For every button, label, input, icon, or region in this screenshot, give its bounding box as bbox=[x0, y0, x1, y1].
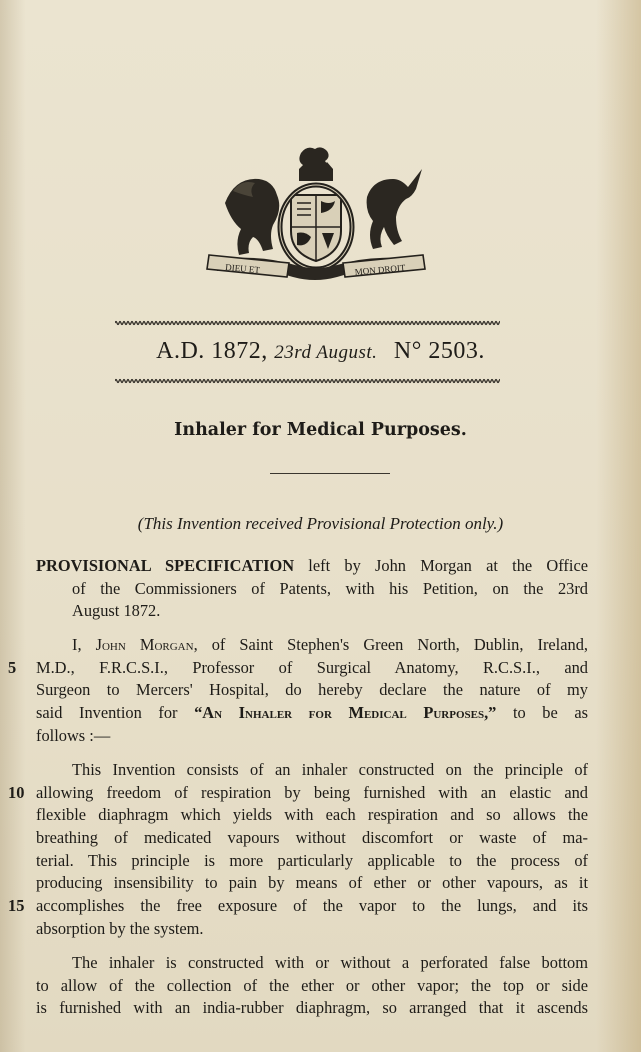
filing-date: 23rd August. bbox=[274, 342, 378, 363]
paragraph-description bbox=[8, 759, 588, 941]
text-line: I, John Morgan, of Saint Stephen's Green North, Dublin, Ireland, bbox=[72, 635, 589, 654]
text-line: 15 accomplishes the free exposure of the vapor to the lungs, and its bbox=[36, 895, 588, 918]
text-line: of the Commissioners of Patents, with his Petition, on the 23rd bbox=[72, 578, 588, 598]
text-line: to allow of the collection of the ether or other vapor; the top or side bbox=[36, 975, 588, 995]
text-line: breathing of medicated vapours without discomfort or waste of ma- bbox=[36, 828, 588, 848]
ad-label: A.D. bbox=[156, 338, 205, 364]
text-line: producing insensibility to pain by means of ether or other vapours, as it bbox=[36, 873, 588, 893]
invention-title: “An Inhaler for Medical Purposes,” bbox=[194, 703, 497, 723]
paragraph-construction bbox=[36, 952, 588, 1020]
text-line: Surgeon to Mercers' Hospital, do hereby declare the nature of my bbox=[36, 680, 588, 700]
text-line: follows :— bbox=[36, 725, 111, 745]
text-line: said Invention for “An Inhaler for Medical Purposes,” to be as bbox=[36, 703, 589, 723]
line-number: 5 bbox=[8, 657, 17, 677]
motto-right: MON DROIT bbox=[354, 262, 406, 277]
wavy-rule-bottom bbox=[115, 378, 500, 384]
text-line: is furnished with an india-rubber diaphragm, so arranged that it ascends bbox=[36, 998, 588, 1018]
line-number: 15 bbox=[8, 896, 25, 916]
text-line: 5 M.D., F.R.C.S.I., Professor of Surgical Anatomy, R.C.S.I., and bbox=[36, 657, 588, 680]
number-label: N° bbox=[393, 338, 422, 364]
royal-coat-of-arms-icon bbox=[203, 143, 428, 283]
patent-header bbox=[0, 338, 641, 365]
specification-intro bbox=[36, 555, 588, 623]
protection-notice: (This Invention received Provisional Protection only.) bbox=[137, 514, 504, 533]
text-line: The inhaler is constructed with or without a perforated false bottom bbox=[72, 953, 588, 972]
divider bbox=[270, 473, 390, 474]
text-line: 10 allowing freedom of respiration by being furnished with an elastic and bbox=[36, 782, 588, 805]
wavy-rule-top bbox=[115, 320, 500, 326]
text-line: August 1872. bbox=[72, 601, 161, 621]
text-line: terial. This principle is more particularly applicable to the process of bbox=[36, 850, 588, 870]
motto-left: DIEU ET bbox=[224, 262, 261, 276]
line-number: 10 bbox=[8, 782, 25, 802]
text-line: This Invention consists of an inhaler constructed on the principle of bbox=[72, 760, 588, 779]
year: 1872, bbox=[211, 338, 268, 364]
paragraph-declaration bbox=[8, 634, 589, 747]
text-line: absorption by the system. bbox=[36, 918, 204, 938]
text-line: flexible diaphragm which yields with each respiration and so allows the bbox=[36, 805, 588, 825]
patent-number: 2503. bbox=[428, 338, 485, 364]
inventor-name: John Morgan bbox=[95, 635, 194, 654]
spec-heading: PROVISIONAL SPECIFICATION bbox=[36, 556, 295, 575]
patent-title: Inhaler for Medical Purposes. bbox=[174, 420, 467, 440]
text-line: PROVISIONAL SPECIFICATION left by John Morgan at the Office bbox=[36, 556, 588, 575]
